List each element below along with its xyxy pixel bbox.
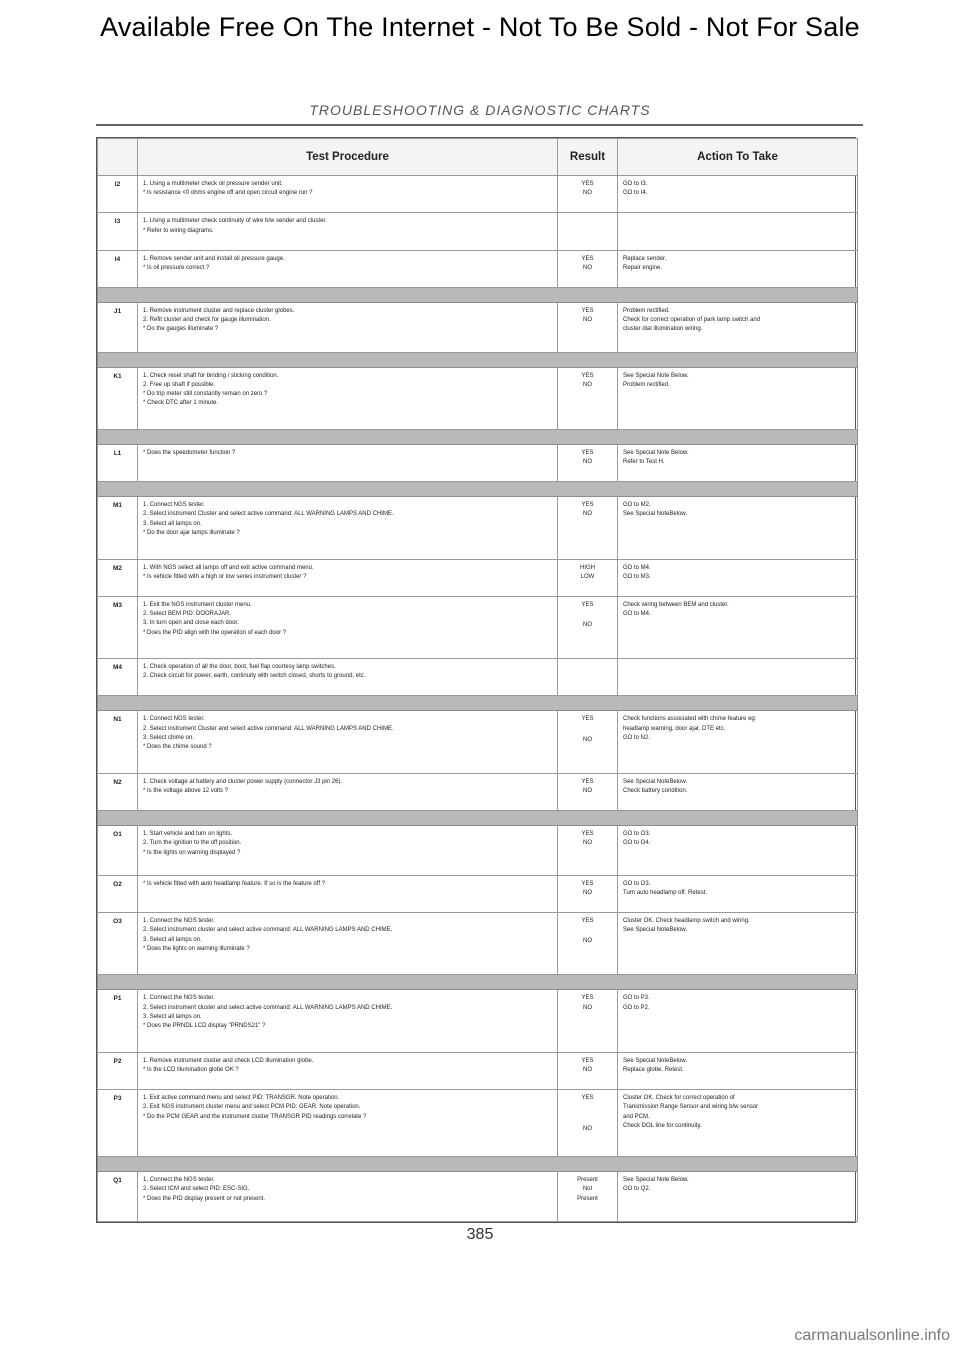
action-line: GO to M3.	[623, 573, 651, 580]
test-code: I2	[98, 176, 138, 213]
result-cell	[558, 1090, 618, 1157]
result-value	[563, 610, 612, 621]
procedure-cell	[138, 1052, 558, 1089]
action-line: GO to N2.	[623, 734, 651, 741]
action-line: See Special NoteBelow.	[623, 778, 688, 785]
action-line: GO to M4.	[623, 611, 651, 618]
procedure-line: 1. With NGS select all lamps off and exit active command menu.	[143, 564, 314, 571]
header-test-procedure: Test Procedure	[138, 139, 558, 176]
result-value: Not	[582, 1186, 593, 1193]
action-cell	[618, 711, 858, 773]
test-code: K1	[98, 367, 138, 429]
procedure-line: * Is the LCD illumination globe OK ?	[143, 1067, 239, 1074]
result-cell	[558, 990, 618, 1052]
procedure-line: 1. Check operation of all the door, boot, fuel flap courtesy lamp switches.	[143, 664, 336, 671]
test-code: Q1	[98, 1172, 138, 1222]
procedure-cell	[138, 596, 558, 658]
action-line: Problem rectified.	[623, 381, 670, 388]
table-row	[98, 213, 858, 250]
result-value: NO	[583, 788, 592, 795]
action-line: Problem rectified.	[623, 307, 670, 314]
result-value: YES	[581, 1057, 594, 1064]
procedure-cell	[138, 213, 558, 250]
procedure-line: 2. Exit NGS instrument cluster menu and select PCM PID: GEAR. Note operation.	[143, 1104, 361, 1111]
procedure-line: 2. Select ICM and select PID: ESC-SIG.	[143, 1186, 250, 1193]
procedure-line: * Is the lights on warning displayed ?	[143, 849, 241, 856]
procedure-line: 1. Connect the NGS tester.	[143, 1177, 215, 1183]
procedure-line: 1. Remove instrument cluster and replace cluster globes.	[143, 307, 295, 314]
action-line: See Special Note Below.	[623, 372, 689, 379]
action-line: Transmission Range Sensor and wiring b/w sensor	[623, 1104, 759, 1111]
table-row	[98, 1052, 858, 1089]
result-cell	[558, 826, 618, 876]
test-code: P2	[98, 1052, 138, 1089]
result-value	[563, 1114, 612, 1125]
result-value: YES	[581, 880, 594, 887]
test-code: J1	[98, 302, 138, 352]
action-line: Cluster OK. Check headlamp switch and wiring.	[623, 918, 750, 925]
procedure-line: * Do the PCM GEAR and the instrument cluster TRANSGR PID readings correlate ?	[143, 1113, 367, 1120]
action-cell	[618, 596, 858, 658]
title-divider	[96, 124, 863, 126]
result-cell	[558, 659, 618, 696]
procedure-line: 1. Exit active command menu and select PID: TRANSGR. Note operation.	[143, 1095, 340, 1102]
action-line: Check battery condition.	[623, 788, 688, 795]
result-value: NO	[583, 1126, 592, 1133]
result-value: NO	[583, 1067, 592, 1074]
procedure-line: * Is vehicle fitted with a high or low series instrument cluster ?	[143, 573, 307, 580]
procedure-cell	[138, 497, 558, 559]
section-separator	[98, 975, 858, 990]
result-cell	[558, 444, 618, 481]
result-value: NO	[583, 264, 592, 271]
header-code	[98, 139, 138, 176]
action-line: headlamp warning, door ajar, DTE etc.	[623, 725, 726, 732]
action-cell	[618, 659, 858, 696]
procedure-cell	[138, 875, 558, 912]
result-cell	[558, 367, 618, 429]
test-code: M2	[98, 559, 138, 596]
action-cell	[618, 497, 858, 559]
availability-banner: Available Free On The Internet - Not To Be Sold - Not For Sale	[100, 12, 860, 42]
procedure-line: 3. Select chime on.	[143, 734, 195, 741]
result-value: YES	[581, 502, 594, 509]
procedure-cell	[138, 913, 558, 975]
test-code: L1	[98, 444, 138, 481]
result-cell	[558, 773, 618, 810]
action-cell	[618, 444, 858, 481]
test-code: M3	[98, 596, 138, 658]
procedure-cell	[138, 1090, 558, 1157]
result-value: YES	[581, 831, 594, 837]
result-value: NO	[583, 1004, 592, 1011]
action-line: See Special Note Below.	[623, 1177, 689, 1183]
test-code: M4	[98, 659, 138, 696]
procedure-line: 1. Connect NGS tester.	[143, 502, 205, 509]
separator-cell	[98, 811, 858, 826]
separator-cell	[98, 429, 858, 444]
section-separator	[98, 352, 858, 367]
result-value: NO	[583, 840, 592, 847]
header-action: Action To Take	[618, 139, 858, 176]
procedure-line: 1. Check voltage at battery and cluster power supply (connector J3 pin 26).	[143, 778, 343, 785]
result-value: Present	[577, 1195, 598, 1202]
action-cell	[618, 250, 858, 287]
action-cell	[618, 213, 858, 250]
action-line: GO to O3.	[623, 831, 651, 837]
action-cell	[618, 302, 858, 352]
action-cell	[618, 773, 858, 810]
action-line: GO to I3.	[623, 181, 648, 187]
result-value: YES	[581, 255, 594, 262]
procedure-line: * Is vehicle fitted with auto headlamp feature. If so is the feature off ?	[143, 880, 325, 887]
result-cell	[558, 302, 618, 352]
action-line: GO to M2.	[623, 502, 651, 509]
test-code: P1	[98, 990, 138, 1052]
procedure-line: 2. Check circuit for power, earth, continuity with switch closed, shorts to ground, etc.	[143, 673, 366, 680]
test-code: P3	[98, 1090, 138, 1157]
procedure-cell	[138, 176, 558, 213]
result-value: NO	[583, 938, 592, 945]
result-value: YES	[581, 1095, 594, 1102]
action-line: Refer to Test H.	[623, 459, 665, 466]
result-cell	[558, 559, 618, 596]
action-cell	[618, 1090, 858, 1157]
procedure-line: 1. Connect NGS tester.	[143, 716, 205, 723]
procedure-line: 2. Select instrument cluster and select active command: ALL WARNING LAMPS AND CHIME.	[143, 1004, 393, 1011]
table-row	[98, 176, 858, 213]
section-separator	[98, 482, 858, 497]
procedure-line: * Does the PID display present or not present.	[143, 1195, 266, 1202]
separator-cell	[98, 1157, 858, 1172]
result-value: NO	[583, 736, 592, 743]
section-separator	[98, 287, 858, 302]
action-line: GO to O3.	[623, 880, 651, 887]
procedure-line: 1. Remove instrument cluster and check LCD illumination globe.	[143, 1057, 314, 1064]
section-separator	[98, 1157, 858, 1172]
procedure-cell	[138, 250, 558, 287]
action-line: GO to P2.	[623, 1004, 650, 1011]
test-code: O3	[98, 913, 138, 975]
result-value: LOW	[580, 573, 595, 580]
table-row	[98, 913, 858, 975]
action-line: and PCM.	[623, 1113, 650, 1120]
procedure-cell	[138, 444, 558, 481]
separator-cell	[98, 696, 858, 711]
procedure-line: * Does the chime sound ?	[143, 744, 212, 751]
procedure-cell	[138, 990, 558, 1052]
result-value: YES	[581, 449, 594, 456]
procedure-line: * Refer to wiring diagrams.	[143, 227, 214, 234]
procedure-line: 3. In turn open and close each door.	[143, 620, 239, 627]
action-line: See Special Note Below.	[623, 449, 689, 456]
action-line: Check wiring between BEM and cluster.	[623, 601, 729, 608]
procedure-line: * Does the lights on warning illuminate ?	[143, 945, 250, 952]
procedure-line: 2. Select instrument Cluster and select active command: ALL WARNING LAMPS AND CHIME.	[143, 725, 394, 732]
table-row	[98, 302, 858, 352]
result-value: YES	[581, 372, 594, 379]
page-number: 385	[466, 1226, 494, 1243]
result-value	[563, 1103, 612, 1114]
procedure-cell	[138, 559, 558, 596]
separator-cell	[98, 287, 858, 302]
table-row	[98, 826, 858, 876]
action-line: GO to I4.	[623, 190, 648, 197]
procedure-cell	[138, 1172, 558, 1222]
table-row	[98, 1172, 858, 1222]
action-line: See Special NoteBelow.	[623, 1057, 688, 1064]
action-line: GO to Q2.	[623, 1186, 651, 1193]
procedure-line: * Does the PID align with the operation of each door ?	[143, 629, 287, 636]
procedure-line: * Does the PRNDL LCD display "PRNDS21" ?	[143, 1023, 266, 1030]
test-code: I3	[98, 213, 138, 250]
section-separator	[98, 696, 858, 711]
action-line: See Special NoteBelow.	[623, 927, 688, 934]
header-result: Result	[558, 139, 618, 176]
procedure-line: * Is oil pressure correct ?	[143, 264, 210, 271]
procedure-line: * Does the speedometer function ?	[143, 449, 236, 456]
result-value: YES	[581, 918, 594, 925]
table-row	[98, 1090, 858, 1157]
procedure-line: 1. Remove sender unit and install oil pressure gauge.	[143, 255, 285, 262]
procedure-line: * Is resistance <0 ohms engine off and open circuit engine run ?	[143, 190, 313, 197]
table-row	[98, 250, 858, 287]
table-row	[98, 559, 858, 596]
result-value	[563, 725, 612, 736]
procedure-line: 1. Connect the NGS tester.	[143, 918, 215, 925]
table-body	[98, 176, 858, 1222]
result-value: YES	[581, 307, 594, 314]
result-value: NO	[583, 459, 592, 466]
action-cell	[618, 367, 858, 429]
result-cell	[558, 875, 618, 912]
action-line: GO to P3.	[623, 995, 650, 1002]
diagnostic-table-container	[96, 137, 856, 1223]
procedure-line: * Check DTC after 1 minute.	[143, 400, 219, 407]
procedure-cell	[138, 367, 558, 429]
result-cell	[558, 497, 618, 559]
action-cell	[618, 875, 858, 912]
table-row	[98, 990, 858, 1052]
action-cell	[618, 1172, 858, 1222]
section-separator	[98, 811, 858, 826]
action-cell	[618, 559, 858, 596]
result-value: NO	[583, 511, 592, 518]
procedure-line: 2. Free up shaft if possible.	[143, 381, 216, 388]
result-value: Present	[577, 1177, 598, 1183]
action-line: GO to O4.	[623, 840, 651, 847]
test-code: N2	[98, 773, 138, 810]
result-value: NO	[583, 317, 592, 324]
procedure-cell	[138, 659, 558, 696]
action-line: cluster dial illumination wiring.	[623, 326, 703, 333]
procedure-line: 1. Connect the NGS tester.	[143, 995, 215, 1002]
result-value: NO	[583, 890, 592, 897]
procedure-line: 1. Start vehicle and turn on lights.	[143, 831, 233, 837]
procedure-line: 1. Exit the NGS instrument cluster menu.	[143, 601, 252, 608]
procedure-line: 2. Select instrument Cluster and select active command: ALL WARNING LAMPS AND CHIME.	[143, 511, 394, 518]
table-header-row	[98, 139, 858, 176]
result-value: YES	[581, 778, 594, 785]
result-cell	[558, 1052, 618, 1089]
procedure-line: * Do the door ajar lamps illuminate ?	[143, 530, 240, 537]
procedure-cell	[138, 773, 558, 810]
diagnostic-table	[97, 138, 858, 1222]
table-row	[98, 497, 858, 559]
result-value: NO	[583, 381, 592, 388]
result-cell	[558, 213, 618, 250]
action-cell	[618, 826, 858, 876]
procedure-line: 1. Using a multimeter check oil pressure sender unit.	[143, 181, 283, 187]
action-line: Replace sender.	[623, 255, 667, 262]
action-line: Turn auto headlamp off. Retest.	[623, 890, 708, 897]
action-cell	[618, 176, 858, 213]
table-row	[98, 711, 858, 773]
result-cell	[558, 596, 618, 658]
procedure-cell	[138, 711, 558, 773]
procedure-line: * Do the gauges illuminate ?	[143, 326, 219, 333]
section-separator	[98, 429, 858, 444]
result-cell	[558, 913, 618, 975]
result-value: NO	[583, 190, 592, 197]
result-cell	[558, 711, 618, 773]
action-line: Cluster OK. Check for correct operation of	[623, 1095, 735, 1102]
table-row	[98, 773, 858, 810]
action-line: Replace globe. Retest.	[623, 1067, 684, 1074]
action-line: GO to M4.	[623, 564, 651, 571]
test-code: N1	[98, 711, 138, 773]
result-value: HIGH	[580, 564, 595, 571]
test-code: M1	[98, 497, 138, 559]
procedure-cell	[138, 302, 558, 352]
procedure-cell	[138, 826, 558, 876]
procedure-line: 2. Select instrument cluster and select active command: ALL WARNING LAMPS AND CHIME.	[143, 927, 393, 934]
table-row	[98, 596, 858, 658]
test-code: I4	[98, 250, 138, 287]
procedure-line: 3. Select all lamps on.	[143, 1014, 202, 1021]
separator-cell	[98, 482, 858, 497]
test-code: O1	[98, 826, 138, 876]
procedure-line: 3. Select all lamps on.	[143, 520, 202, 527]
procedure-line: 3. Select all lamps on.	[143, 936, 202, 943]
procedure-line: * Is the voltage above 12 volts ?	[143, 788, 229, 795]
procedure-line: 1. Using a multimeter check continuity of wire b/w sender and cluster.	[143, 218, 327, 225]
result-value: NO	[583, 622, 592, 629]
action-cell	[618, 990, 858, 1052]
result-value: YES	[581, 716, 594, 723]
result-cell	[558, 1172, 618, 1222]
action-line: Check functions associated with chime feature eg:	[623, 716, 757, 723]
action-line: Repair engine.	[623, 264, 663, 271]
test-code: O2	[98, 875, 138, 912]
separator-cell	[98, 352, 858, 367]
procedure-line: * Do trip meter still constantly remain on zero ?	[143, 391, 268, 398]
chart-title: TROUBLESHOOTING & DIAGNOSTIC CHARTS	[309, 102, 651, 118]
action-line: Check DOL line for continuity.	[623, 1122, 702, 1129]
action-cell	[618, 913, 858, 975]
action-cell	[618, 1052, 858, 1089]
result-value	[563, 926, 612, 937]
table-row	[98, 659, 858, 696]
result-cell	[558, 250, 618, 287]
action-line: See Special NoteBelow.	[623, 511, 688, 518]
table-row	[98, 444, 858, 481]
procedure-line: 2. Refit cluster and check for gauge illumination.	[143, 317, 271, 324]
result-value: YES	[581, 181, 594, 187]
procedure-line: 2. Turn the ignition to the off position.	[143, 840, 242, 847]
table-row	[98, 875, 858, 912]
action-line: Check for correct operation of park lamp switch and	[623, 317, 761, 324]
result-value: YES	[581, 995, 594, 1002]
result-cell	[558, 176, 618, 213]
separator-cell	[98, 975, 858, 990]
table-row	[98, 367, 858, 429]
procedure-line: 1. Check reset shaft for binding / sticking condition.	[143, 372, 279, 379]
procedure-line: 2. Select BEM PID: DOORAJAR.	[143, 611, 232, 618]
footer-watermark: carmanualsonline.info	[794, 1327, 950, 1344]
result-value: YES	[581, 601, 594, 608]
